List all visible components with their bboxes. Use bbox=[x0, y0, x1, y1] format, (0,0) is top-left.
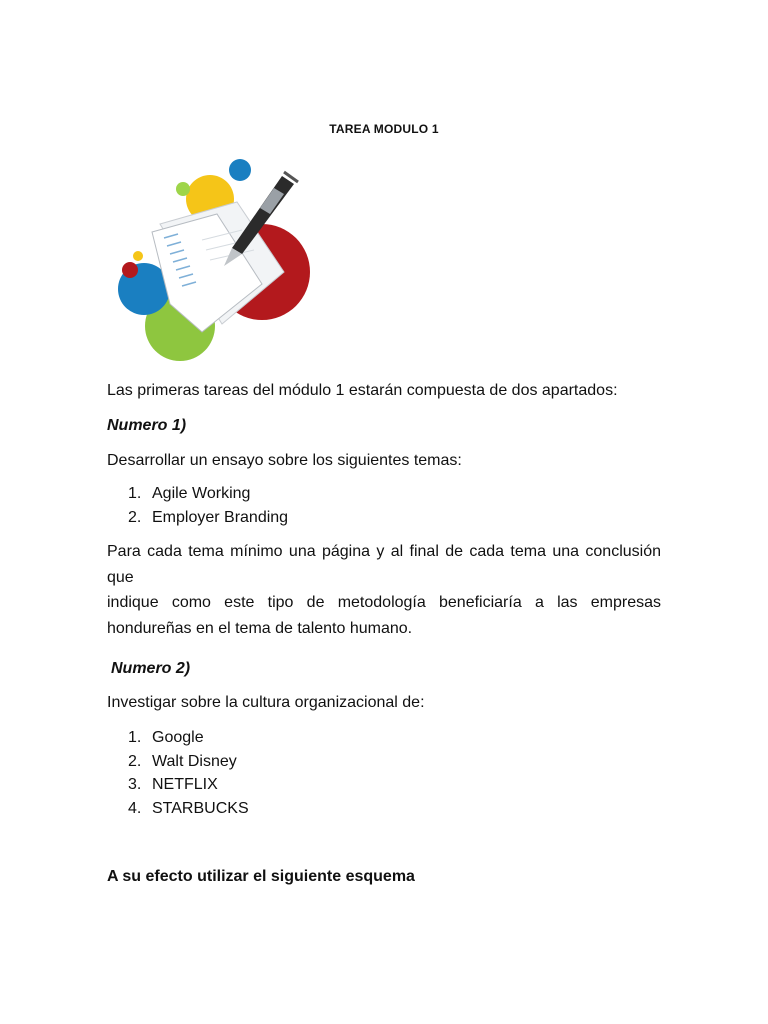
section1-paragraph bbox=[107, 539, 661, 641]
document-title: TAREA MODULO 1 bbox=[329, 122, 439, 136]
list-item-number: 1. bbox=[128, 485, 142, 502]
list-item-number: 2. bbox=[128, 508, 142, 526]
list-item-text: STARBUCKS bbox=[152, 799, 249, 817]
paragraph-line: hondureñas en el tema de talento humano. bbox=[107, 619, 413, 637]
list-item-text: Agile Working bbox=[152, 485, 251, 502]
list-item bbox=[128, 797, 249, 821]
list-item-text: NETFLIX bbox=[152, 776, 218, 793]
list-item bbox=[128, 726, 249, 750]
small-blue-dot-shape bbox=[229, 159, 251, 181]
list-item bbox=[128, 750, 249, 774]
list-item bbox=[128, 482, 288, 506]
closing-text: A su efecto utilizar el siguiente esquema bbox=[107, 868, 415, 885]
section1-heading: Numero 1) bbox=[107, 417, 187, 434]
list-item bbox=[128, 506, 288, 530]
section1-lead: Desarrollar un ensayo sobre los siguientes temas: bbox=[107, 452, 462, 469]
paragraph-line: indique como este tipo de metodología beneficiaría a las empresas bbox=[107, 594, 661, 611]
paragraph-line: Para cada tema mínimo una página y al final de cada tema una conclusión que bbox=[107, 543, 661, 586]
small-yellow-dot-shape bbox=[133, 251, 143, 261]
section2-lead: Investigar sobre la cultura organizacional de: bbox=[107, 694, 425, 711]
list-item-number: 1. bbox=[128, 729, 142, 746]
list-item-number: 3. bbox=[128, 776, 142, 793]
section1-topic-list bbox=[128, 482, 288, 529]
section2-heading: Numero 2) bbox=[111, 660, 191, 677]
section2-company-list bbox=[128, 726, 249, 820]
list-item-number: 2. bbox=[128, 752, 142, 770]
list-item-number: 4. bbox=[128, 799, 142, 817]
notebook-and-pen-icon bbox=[112, 154, 322, 366]
small-red-dot-shape bbox=[122, 262, 138, 278]
list-item-text: Walt Disney bbox=[152, 752, 237, 770]
small-green-dot-shape bbox=[176, 182, 190, 196]
list-item bbox=[128, 773, 249, 797]
list-item-text: Google bbox=[152, 729, 204, 746]
list-item-text: Employer Branding bbox=[152, 508, 289, 526]
intro-text: Las primeras tareas del módulo 1 estarán compuesta de dos apartados: bbox=[107, 382, 618, 399]
